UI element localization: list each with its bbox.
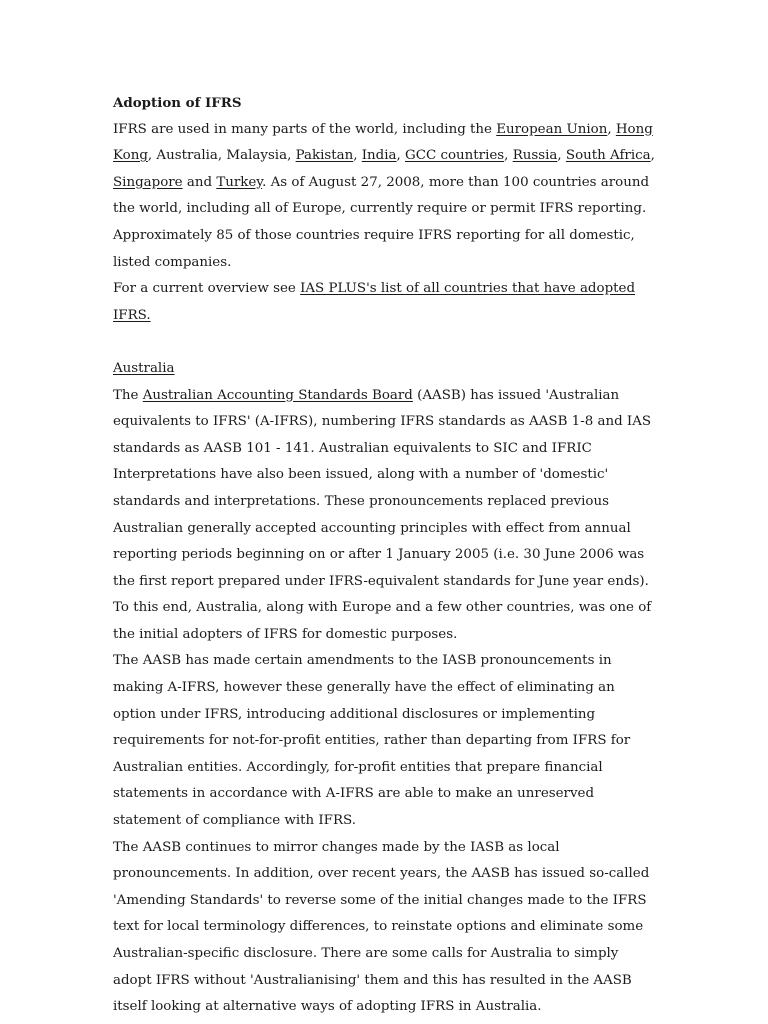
text-run: For a current overview see [113, 281, 301, 297]
australia-paragraph-3: The AASB continues to mirror changes made by the IASB as local pronouncements. In addition, over recent years, the AASB has issued so-called 'Amending Standards' to reverse some of the initial changes made to the IFRS text for local terminology differences, to reinstate options and eliminate some Australian-specific disclosure. There are some calls for Australia to simply adopt IFRS without 'Australianising' them and this has resulted in the AASB itself looking at alternative ways of adopting IFRS in Australia. [113, 839, 650, 1015]
link-south-africa[interactable]: South Africa [565, 148, 651, 164]
text-run: , Australia, Malaysia, [147, 148, 296, 164]
link-turkey[interactable]: Turkey [216, 174, 263, 190]
link-russia[interactable]: Russia [512, 148, 558, 164]
link-pakistan[interactable]: Pakistan [295, 148, 354, 164]
text-run: , [353, 148, 362, 164]
page-title: Adoption of IFRS [113, 95, 242, 111]
intro-paragraph [113, 117, 658, 277]
link-gcc-countries[interactable]: GCC countries [405, 148, 505, 164]
text-run: . As of August 27, 2008, more than 100 countries around the world, including all of Europe, currently require or permit IFRS reporting. Approximately 85 of those countries require IFRS reporting for all domestic, listed companies. [113, 174, 650, 270]
text-run: , [557, 148, 566, 164]
link-australia[interactable]: Australia [113, 360, 175, 376]
text-run: IFRS are used in many parts of the world, including the [113, 121, 497, 137]
australia-paragraph-1 [113, 383, 658, 649]
australia-heading-line [113, 356, 658, 383]
text-run: (AASB) has issued 'Australian equivalents to IFRS' (A-IFRS), numbering IFRS standards as AASB 1-8 and IAS standards as AASB 101 - 141. Australian equivalents to SIC and IFRIC Interpretations have also been issued, along with a number of 'domestic' standards and interpretations. These pronouncements replaced previous Australian generally accepted accounting principles with effect from annual reporting periods beginning on or after 1 January 2005 (i.e. 30 June 2006 was the first report prepared under IFRS-equivalent standards for June year ends). To this end, Australia, along with Europe and a few other countries, was one of the initial adopters of IFRS for domestic purposes. [113, 387, 652, 642]
text-run: , [504, 148, 513, 164]
link-aasb[interactable]: Australian Accounting Standards Board [142, 387, 413, 403]
link-singapore[interactable]: Singapore [113, 174, 183, 190]
link-hong-kong[interactable]: Hong Kong [113, 121, 653, 164]
text-run: and [182, 174, 217, 190]
document-page [113, 90, 658, 1021]
link-ias-plus-list[interactable]: IAS PLUS's list of all countries that have adopted IFRS. [113, 281, 636, 323]
paragraph-spacer [113, 329, 658, 356]
text-run: , [396, 148, 406, 164]
text-run: The [113, 387, 143, 403]
australia-paragraph-2: The AASB has made certain amendments to the IASB pronouncements in making A-IFRS, however these generally have the effect of eliminating an option under IFRS, introducing additional disclosures or implementing requirements for not-for-profit entities, rather than departing from IFRS for Australian entities. Accordingly, for-profit entities that prepare financial statements in accordance with A-IFRS are able to make an unreserved statement of compliance with IFRS. [113, 653, 631, 829]
overview-paragraph [113, 276, 658, 329]
text-run: , [650, 148, 655, 164]
link-india[interactable]: India [361, 148, 397, 164]
text-run: , [607, 121, 616, 137]
link-european-union[interactable]: European Union [496, 121, 608, 137]
